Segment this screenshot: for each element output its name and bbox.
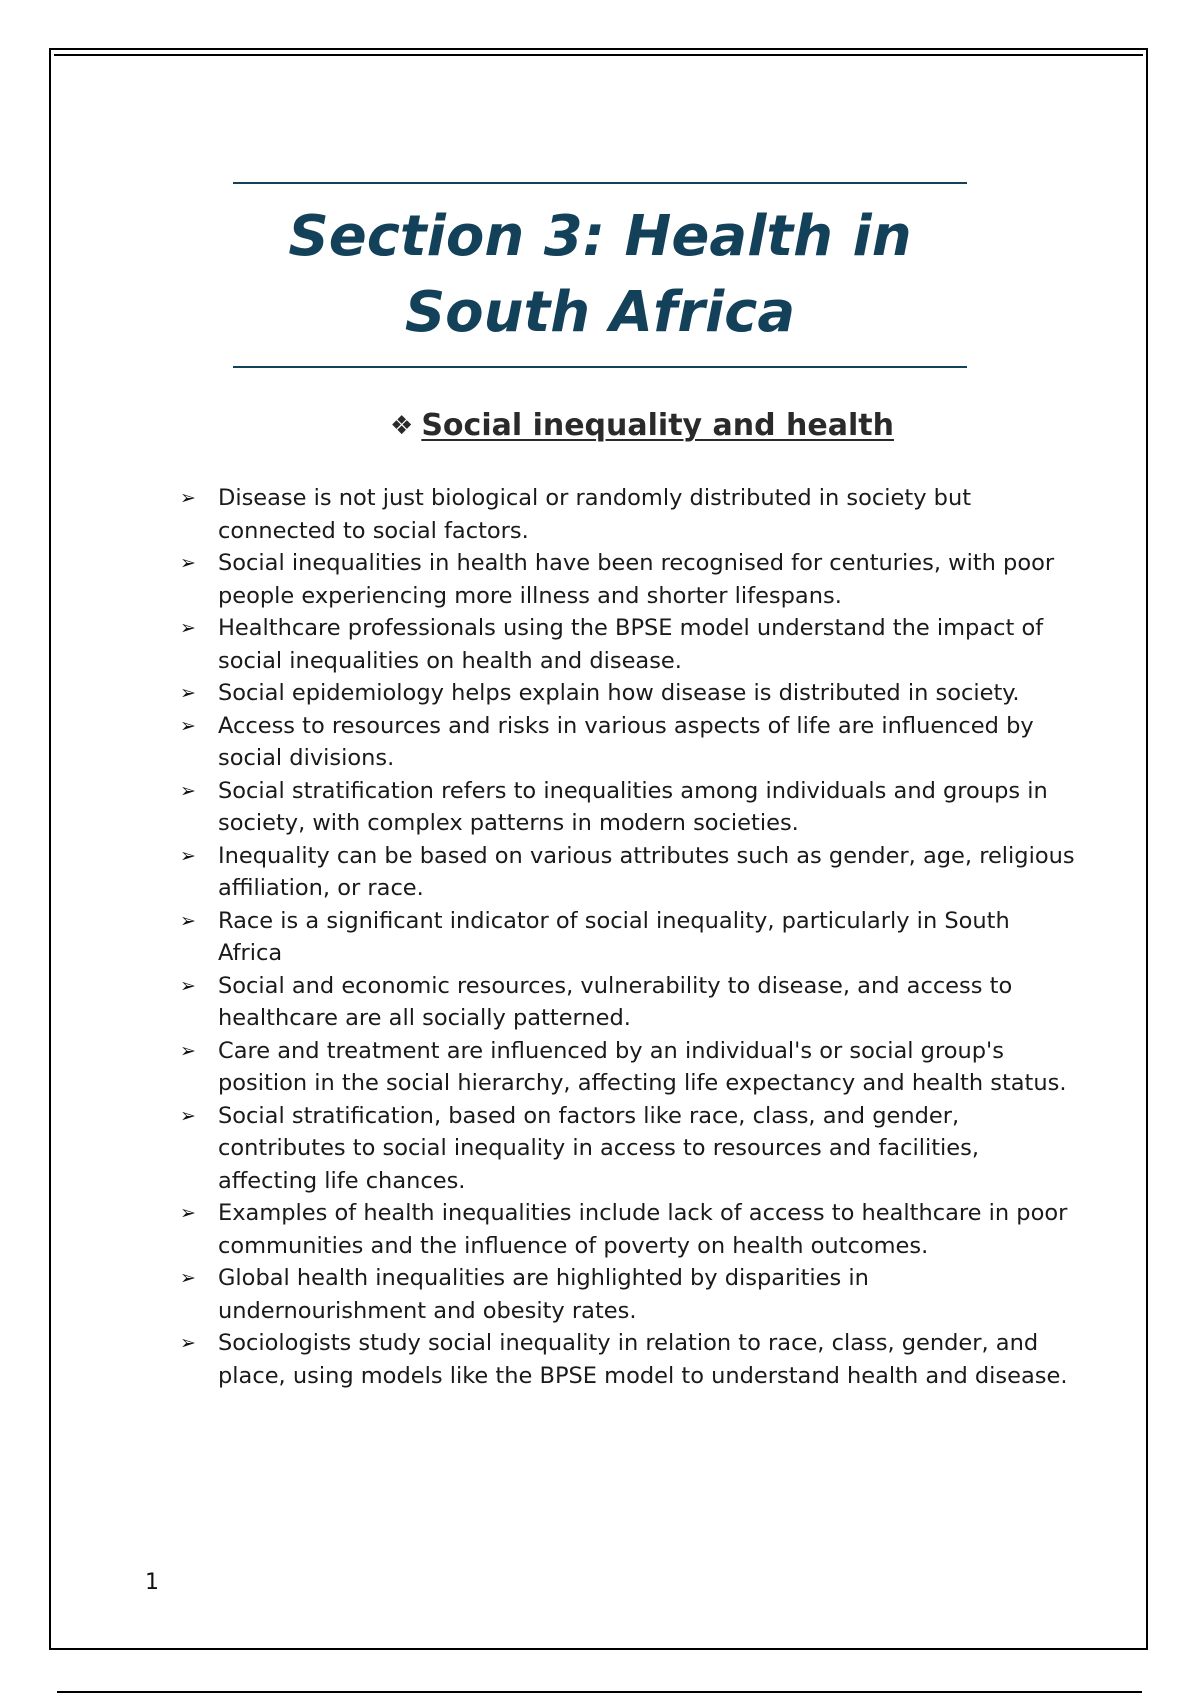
list-item — [178, 547, 1078, 612]
list-item-text: Inequality can be based on various attributes such as gender, age, religious affiliation, or race. — [218, 842, 1075, 901]
diamond-bullet-icon: ❖ — [390, 410, 414, 441]
arrow-bullet-icon: ➢ — [180, 779, 196, 802]
page-number: 1 — [145, 1570, 159, 1595]
bullet-list — [178, 482, 1078, 1392]
bottom-rule — [57, 1691, 1142, 1693]
list-item — [178, 1262, 1078, 1327]
arrow-bullet-icon: ➢ — [180, 1202, 196, 1224]
list-item-text: Disease is not just biological or randomly distributed in society but connected to social factors. — [218, 485, 972, 544]
list-item-text: Healthcare professionals using the BPSE model understand the impact of social inequalities on health and disease. — [218, 615, 1044, 674]
arrow-bullet-icon: ➢ — [180, 1332, 196, 1354]
arrow-bullet-icon: ➢ — [180, 487, 196, 509]
list-item-text: Social stratification refers to inequalities among individuals and groups in society, with complex patterns in modern societies. — [218, 777, 1048, 836]
page-title-line2: South Africa — [404, 280, 796, 345]
list-item-text: Sociologists study social inequality in relation to race, class, gender, and place, using models like the BPSE model to understand health and disease. — [218, 1330, 1068, 1389]
section-heading-text: Social inequality and health — [421, 408, 894, 443]
arrow-bullet-icon: ➢ — [180, 617, 196, 639]
arrow-bullet-icon: ➢ — [180, 1104, 196, 1127]
list-item — [178, 1035, 1078, 1100]
arrow-bullet-icon: ➢ — [180, 1267, 196, 1289]
arrow-bullet-icon: ➢ — [180, 714, 196, 737]
list-item — [178, 482, 1078, 547]
list-item — [178, 905, 1078, 970]
list-item-text: Social and economic resources, vulnerability to disease, and access to healthcare are all socially patterned. — [218, 972, 1013, 1031]
page-border-inner-rule — [54, 54, 1143, 56]
page-title-line1: Section 3: Health in — [288, 204, 912, 269]
list-item — [178, 1100, 1078, 1198]
list-item-text: Care and treatment are influenced by an individual's or social group's position in the social hierarchy, affecting life expectancy and health status. — [218, 1037, 1067, 1096]
list-item-text: Social inequalities in health have been recognised for centuries, with poor people experiencing more illness and shorter lifespans. — [218, 550, 1055, 609]
section-heading — [390, 408, 894, 443]
list-item-text: Race is a significant indicator of social inequality, particularly in South Africa — [218, 907, 1010, 966]
list-item — [178, 970, 1078, 1035]
list-item — [178, 775, 1078, 840]
page-title — [233, 199, 967, 351]
arrow-bullet-icon: ➢ — [180, 974, 196, 997]
list-item-text: Social epidemiology helps explain how disease is distributed in society. — [218, 680, 1020, 706]
list-item-text: Examples of health inequalities include lack of access to healthcare in poor communities and the influence of poverty on health outcomes. — [218, 1200, 1068, 1259]
arrow-bullet-icon: ➢ — [180, 552, 196, 574]
list-item — [178, 840, 1078, 905]
arrow-bullet-icon: ➢ — [180, 682, 196, 704]
list-item — [178, 1327, 1078, 1392]
arrow-bullet-icon: ➢ — [180, 909, 196, 932]
list-item-text: Access to resources and risks in various aspects of life are influenced by social divisions. — [218, 712, 1034, 771]
list-item — [178, 612, 1078, 677]
list-item-text: Global health inequalities are highlighted by disparities in undernourishment and obesity rates. — [218, 1265, 869, 1324]
arrow-bullet-icon: ➢ — [180, 844, 196, 867]
list-item-text: Social stratification, based on factors like race, class, and gender, contributes to social inequality in access to resources and facilities, affecting life chances. — [218, 1102, 979, 1194]
arrow-bullet-icon: ➢ — [180, 1039, 196, 1062]
list-item — [178, 1197, 1078, 1262]
list-item — [178, 710, 1078, 775]
title-block — [233, 182, 967, 368]
list-item — [178, 677, 1078, 710]
